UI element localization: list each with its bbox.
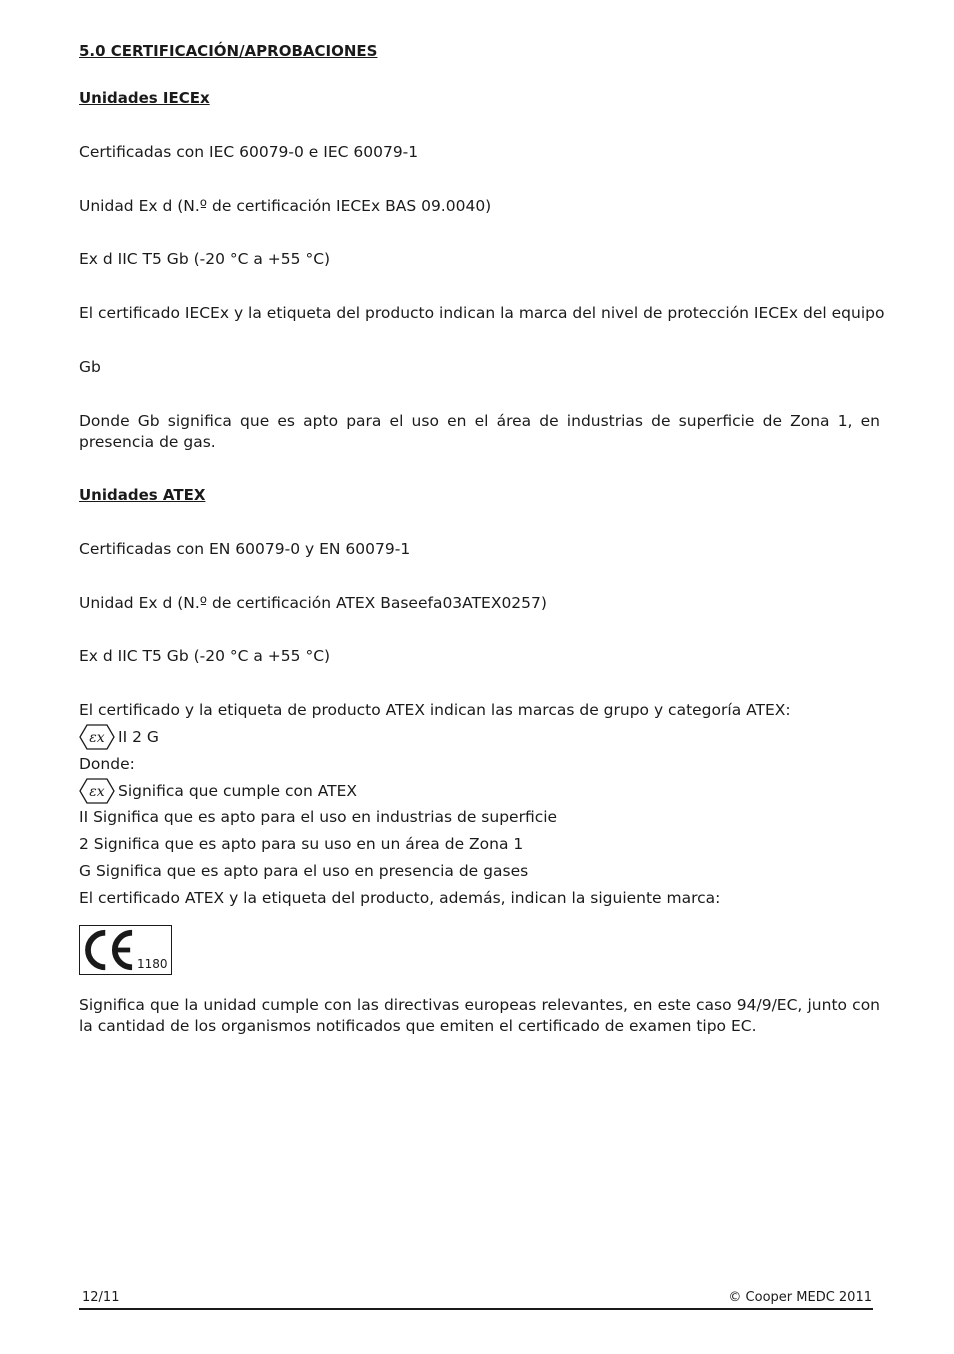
atex-also-text: El certificado ATEX y la etiqueta del producto, además, indican la siguiente marca: <box>79 889 721 907</box>
iecex-unit: Unidad Ex d (N.º de certificación IECEx BAS 09.0040) <box>79 197 492 215</box>
atex-marking: Ex d IIC T5 Gb (-20 °C a +55 °C) <box>79 647 331 665</box>
ce-number: 1180 <box>137 957 168 971</box>
iecex-meaning: Donde Gb significa que es apto para el uso en el área de industrias de superficie de Zona 1, en presencia de gas. <box>79 412 880 451</box>
svg-text:εx: εx <box>89 784 105 800</box>
footer-copyright: © Cooper MEDC 2011 <box>728 1290 872 1305</box>
iecex-level: Gb <box>79 358 101 376</box>
atex-group-mark: II 2 G <box>118 728 159 746</box>
ex-hexagon-icon <box>79 724 115 750</box>
footer-divider <box>79 1308 873 1310</box>
atex-unit: Unidad Ex d (N.º de certificación ATEX Baseefa03ATEX0257) <box>79 594 547 612</box>
atex-g-meaning: G Significa que es apto para el uso en presencia de gases <box>79 862 529 880</box>
atex-heading: Unidades ATEX <box>79 486 206 504</box>
ex-hexagon-icon <box>79 778 115 804</box>
iecex-level-text: El certificado IECEx y la etiqueta del producto indican la marca del nivel de protección IECEx del equipo <box>79 304 885 322</box>
atex-certified: Certificadas con EN 60079-0 y EN 60079-1 <box>79 540 411 558</box>
atex-ex-meaning-line <box>79 778 357 804</box>
ce-mark-icon <box>82 927 140 973</box>
iecex-marking: Ex d IIC T5 Gb (-20 °C a +55 °C) <box>79 250 331 268</box>
atex-where: Donde: <box>79 755 135 773</box>
atex-ex-meaning: Significa que cumple con ATEX <box>118 782 358 800</box>
atex-group-mark-line <box>79 724 159 750</box>
ce-mark-box <box>79 925 172 975</box>
atex-ii-meaning: II Significa que es apto para el uso en industrias de superficie <box>79 808 558 826</box>
iecex-certified: Certificadas con IEC 60079-0 e IEC 60079-1 <box>79 143 419 161</box>
section-title: 5.0 CERTIFICACIÓN/APROBACIONES <box>79 42 378 60</box>
footer-page: 12/11 <box>82 1290 120 1305</box>
atex-group-text: El certificado y la etiqueta de producto ATEX indican las marcas de grupo y categoría ATEX: <box>79 701 791 719</box>
ce-meaning: Significa que la unidad cumple con las directivas europeas relevantes, en este caso 94/9/EC, junto con la cantidad de los organismos notificados que emiten el certificado de examen tipo EC. <box>79 996 880 1035</box>
iecex-heading: Unidades IECEx <box>79 89 210 107</box>
atex-two-meaning: 2 Significa que es apto para su uso en un área de Zona 1 <box>79 835 524 853</box>
svg-text:εx: εx <box>89 730 105 746</box>
